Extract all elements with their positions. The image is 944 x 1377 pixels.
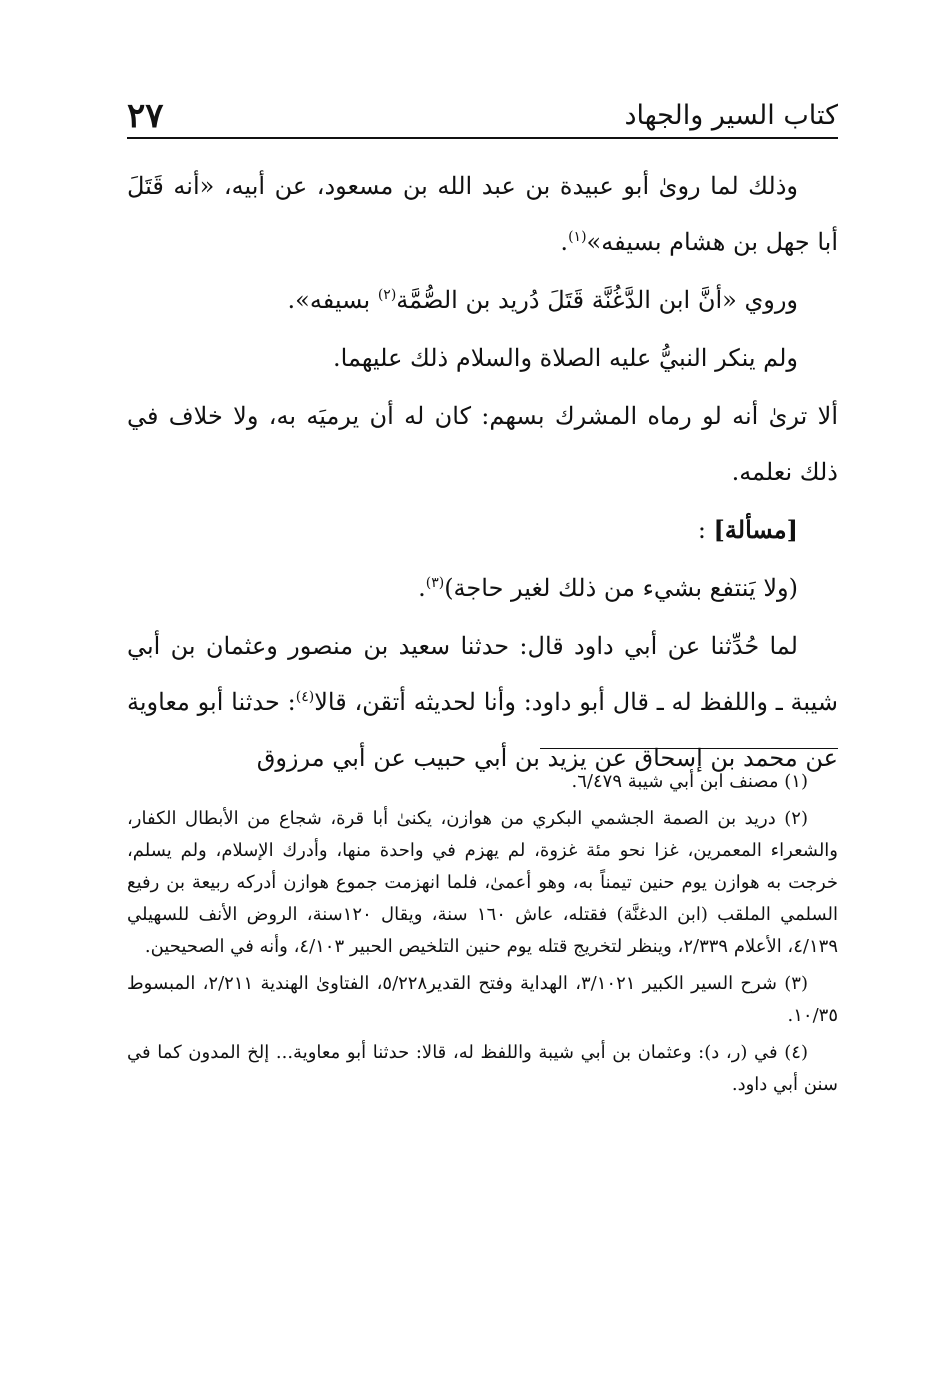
paragraph: ولم ينكر النبيُّ عليه الصلاة والسلام ذلك عليهما. (333, 344, 798, 372)
footnote-text: في (ر، د): وعثمان بن أبي شيبة واللفظ له، قالا: حدثنا أبو معاوية... إلخ المدون كما في سنن أبي داود. (127, 1042, 838, 1095)
page-header (127, 88, 838, 136)
footnotes (127, 766, 838, 1106)
footnote (127, 968, 838, 1032)
footnote-text: مصنف ابن أبي شيبة ٦/٤٧٩. (571, 771, 785, 792)
page-number: ٢٧ (127, 96, 164, 136)
heading-label: [مسألة] (713, 515, 798, 544)
footnote-divider (540, 748, 838, 749)
paragraph (127, 618, 838, 786)
running-title: كتاب السير والجهاد (624, 100, 838, 131)
footnote-number: (٤) (784, 1042, 808, 1063)
footnote (127, 1037, 838, 1101)
footnote-number: (٢) (784, 808, 808, 829)
footnote (127, 766, 838, 798)
footnote-ref[interactable]: (٣) (425, 575, 445, 591)
paragraph-end: بسيفه». (287, 286, 378, 314)
paragraph: ألا ترىٰ أنه لو رماه المشرك بسهم: كان له أن يرميَه به، ولا خلاف في ذلك نعلمه. (127, 402, 838, 486)
header-divider (127, 137, 838, 139)
paragraph-text: وذلك لما روىٰ أبو عبيدة بن عبد الله بن مسعود، عن أبيه، «أنه قَتَلَ أبا جهل بن هشام بسيفه» (127, 172, 838, 256)
paragraph (127, 158, 838, 270)
footnote-text: شرح السير الكبير ٣/١٠٢١، الهداية وفتح القدير٥/٢٢٨، الفتاوىٰ الهندية ٢/٢١١، المبسوط ١٠/٣٥. (127, 973, 838, 1026)
footnote-ref[interactable]: (١) (568, 229, 587, 245)
paragraph (127, 272, 838, 328)
heading-colon: : (697, 516, 714, 544)
footnote-ref[interactable]: (٢) (377, 287, 397, 303)
footnote-ref[interactable]: (٤) (295, 689, 315, 705)
footnote-text: دريد بن الصمة الجشمي البكري من هوازن، يكنىٰ أبا قرة، شجاع من الأبطال الكفار، والشعراء المعمرين، غزا نحو مئة غزوة، لم يهزم في واحدة منها، وأدرك الإسلام، ولم يسلم، خرجت به هوازن يوم حنين تيمناً به، وهو أعمىٰ، فلما انهزمت جموع هوازن أدركه ربيعة بن رفيع السلمي الملقب (ابن الدغنَّة) فقتله، عاش ١٦٠ سنة، ويقال ١٢٠سنة، الروض الأنف للسهيلي ٤/١٣٩، الأعلام ٢/٣٣٩، وينظر لتخريج قتله يوم حنين التلخيص الحبير ٤/١٠٣، وأنه في الصحيحين. (127, 808, 838, 957)
paragraph-text: (ولا يَنتفع بشيء من ذلك لغير حاجة) (444, 574, 798, 602)
paragraph-end: . (418, 574, 426, 602)
paragraph-end: . (560, 228, 569, 256)
paragraph-end: : حدثنا أبو معاوية عن محمد بن إسحاق عن يزيد بن أبي حبيب عن أبي مرزوق (127, 688, 838, 772)
section-heading (127, 502, 838, 558)
footnote-number: (١) (784, 771, 808, 792)
main-text (127, 158, 838, 788)
footnote-number: (٣) (784, 973, 808, 994)
paragraph-text: لما حُدِّثنا عن أبي داود قال: حدثنا سعيد بن منصور وعثمان بن أبي شيبة ـ واللفظ له ـ قال أبو داود: وأنا لحديثه أتقن، قالا (127, 632, 838, 716)
footnote (127, 803, 838, 963)
paragraph (127, 560, 838, 616)
paragraph-text: وروي «أنَّ ابن الدَّغُنَّة قَتَلَ دُريد بن الصُّمَّة (396, 286, 798, 314)
